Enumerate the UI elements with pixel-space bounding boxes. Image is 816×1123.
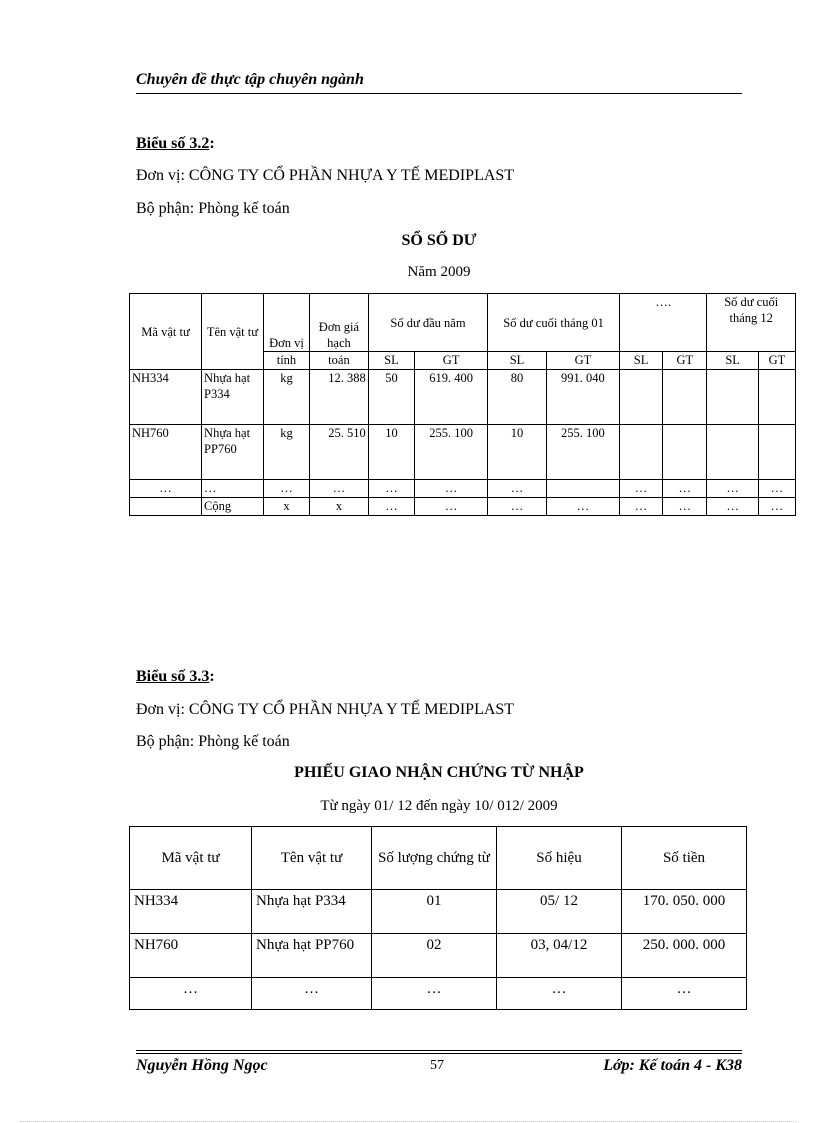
table-row xyxy=(130,934,747,978)
cell-code: NH334 xyxy=(130,370,202,425)
cell-begin-sl: … xyxy=(368,498,414,516)
cell-begin-sl: 50 xyxy=(368,370,414,425)
footer-rule-2 xyxy=(136,1053,742,1054)
gt-header: GT xyxy=(415,352,488,370)
ledger-title: SỔ SỐ DƯ xyxy=(401,232,477,249)
col-code-header: Mã vật tư xyxy=(130,294,202,370)
cell-m1-sl: … xyxy=(488,498,547,516)
table-total-row xyxy=(130,498,796,516)
cell-code: … xyxy=(130,978,252,1010)
cell-dots-sl xyxy=(619,425,662,480)
figure-label-3-2: Biểu số 3.2: xyxy=(136,135,215,152)
cell-qty: 02 xyxy=(372,934,497,978)
col-number-header: Số hiệu xyxy=(497,827,622,890)
cell-name: Nhựa hạt P334 xyxy=(202,370,264,425)
cell-name: Nhựa hạt PP760 xyxy=(202,425,264,480)
cell-unit: … xyxy=(263,480,309,498)
sl-header: SL xyxy=(368,352,414,370)
col-unit-header: Đơn vị xyxy=(263,294,309,352)
cell-amount: 170. 050. 000 xyxy=(622,890,747,934)
footer-rule xyxy=(136,1050,742,1051)
col-amount-header: Số tiền xyxy=(622,827,747,890)
header-rule xyxy=(136,93,742,94)
cell-m1-sl: … xyxy=(488,480,547,498)
col-qty-header: Số lượng chứng từ xyxy=(372,827,497,890)
cell-dots-gt: … xyxy=(663,498,707,516)
cell-m12-sl: … xyxy=(707,498,758,516)
cell-begin-sl: 10 xyxy=(368,425,414,480)
department-line: Bộ phận: Phòng kế toán xyxy=(136,200,290,217)
cell-name: Nhựa hạt PP760 xyxy=(252,934,372,978)
cell-m1-gt: 255. 100 xyxy=(546,425,619,480)
table-row xyxy=(130,890,747,934)
cell-code: NH760 xyxy=(130,425,202,480)
sl-header: SL xyxy=(488,352,547,370)
page-bottom-border xyxy=(20,1121,796,1122)
cell-name: … xyxy=(202,480,264,498)
cell-unit: kg xyxy=(263,425,309,480)
cell-dots-gt: … xyxy=(663,480,707,498)
unit-line: Đơn vị: CÔNG TY CỔ PHẦN NHỰA Y TẾ MEDIPLAST xyxy=(136,701,515,718)
cell-number: 03, 04/12 xyxy=(497,934,622,978)
cell-code: NH334 xyxy=(130,890,252,934)
gt-header: GT xyxy=(758,352,795,370)
col-code-header: Mã vật tư xyxy=(130,827,252,890)
cell-price: … xyxy=(310,480,369,498)
cell-begin-gt: 619. 400 xyxy=(415,370,488,425)
receipt-title: PHIẾU GIAO NHẬN CHỨNG TỪ NHẬP xyxy=(294,764,584,781)
cell-unit: kg xyxy=(263,370,309,425)
table-row xyxy=(130,480,796,498)
gt-header: GT xyxy=(546,352,619,370)
gt-header: GT xyxy=(663,352,707,370)
cell-dots-sl: … xyxy=(619,480,662,498)
cell-begin-sl: … xyxy=(368,480,414,498)
cell-dots-gt xyxy=(663,425,707,480)
figure-label-text: Biểu số 3.2 xyxy=(136,135,210,152)
cell-number: … xyxy=(497,978,622,1010)
cell-price: x xyxy=(310,498,369,516)
ledger-year: Năm 2009 xyxy=(407,264,471,280)
receipt-table xyxy=(129,826,747,1010)
cell-qty: … xyxy=(372,978,497,1010)
col-unit-header-2: tính xyxy=(263,352,309,370)
department-line: Bộ phận: Phòng kế toán xyxy=(136,733,290,750)
col-month12-header: Số dư cuối tháng 12 xyxy=(707,294,796,352)
col-name-header: Tên vật tư xyxy=(252,827,372,890)
cell-code xyxy=(130,498,202,516)
col-dots-header: …. xyxy=(619,294,706,352)
table-row xyxy=(130,978,747,1010)
cell-code: NH760 xyxy=(130,934,252,978)
cell-m1-gt: … xyxy=(546,498,619,516)
cell-qty: 01 xyxy=(372,890,497,934)
col-begin-header: Số dư đầu năm xyxy=(368,294,487,352)
footer-author: Nguyễn Hồng Ngọc xyxy=(136,1057,268,1074)
page-number: 57 xyxy=(430,1058,444,1073)
cell-m12-sl: … xyxy=(707,480,758,498)
cell-m12-gt: … xyxy=(758,498,795,516)
col-name-header: Tên vật tư xyxy=(202,294,264,370)
table-row xyxy=(130,425,796,480)
cell-begin-gt: … xyxy=(415,498,488,516)
cell-m1-gt: 991. 040 xyxy=(546,370,619,425)
balance-table xyxy=(129,293,796,516)
sl-header: SL xyxy=(619,352,662,370)
cell-m1-gt xyxy=(546,480,619,498)
cell-m1-sl: 80 xyxy=(488,370,547,425)
cell-unit: x xyxy=(263,498,309,516)
unit-line: Đơn vị: CÔNG TY CỔ PHẦN NHỰA Y TẾ MEDIPLAST xyxy=(136,167,515,184)
cell-m12-gt xyxy=(758,370,795,425)
table-header-row xyxy=(130,827,747,890)
cell-amount: 250. 000. 000 xyxy=(622,934,747,978)
figure-label-3-3: Biểu số 3.3: xyxy=(136,668,215,685)
footer-class: Lớp: Kế toán 4 - K38 xyxy=(603,1057,742,1074)
cell-amount: … xyxy=(622,978,747,1010)
col-month1-header: Số dư cuối tháng 01 xyxy=(488,294,620,352)
figure-label-text: Biểu số 3.3 xyxy=(136,668,210,685)
cell-price: 12. 388 xyxy=(310,370,369,425)
cell-begin-gt: … xyxy=(415,480,488,498)
cell-code: … xyxy=(130,480,202,498)
cell-m12-sl xyxy=(707,370,758,425)
col-price-header-2: toán xyxy=(310,352,369,370)
table-row xyxy=(130,370,796,425)
cell-name: Nhựa hạt P334 xyxy=(252,890,372,934)
cell-begin-gt: 255. 100 xyxy=(415,425,488,480)
table-header-row xyxy=(130,294,796,352)
cell-number: 05/ 12 xyxy=(497,890,622,934)
receipt-date-range: Từ ngày 01/ 12 đến ngày 10/ 012/ 2009 xyxy=(320,798,558,814)
cell-name: … xyxy=(252,978,372,1010)
cell-m12-gt: … xyxy=(758,480,795,498)
cell-dots-sl: … xyxy=(619,498,662,516)
sl-header: SL xyxy=(707,352,758,370)
cell-dots-sl xyxy=(619,370,662,425)
cell-m1-sl: 10 xyxy=(488,425,547,480)
cell-dots-gt xyxy=(663,370,707,425)
running-header: Chuyên đề thực tập chuyên ngành xyxy=(136,71,364,88)
cell-m12-sl xyxy=(707,425,758,480)
cell-price: 25. 510 xyxy=(310,425,369,480)
cell-total-label: Cộng xyxy=(202,498,264,516)
col-price-header: Đơn giá hạch xyxy=(310,294,369,352)
cell-m12-gt xyxy=(758,425,795,480)
